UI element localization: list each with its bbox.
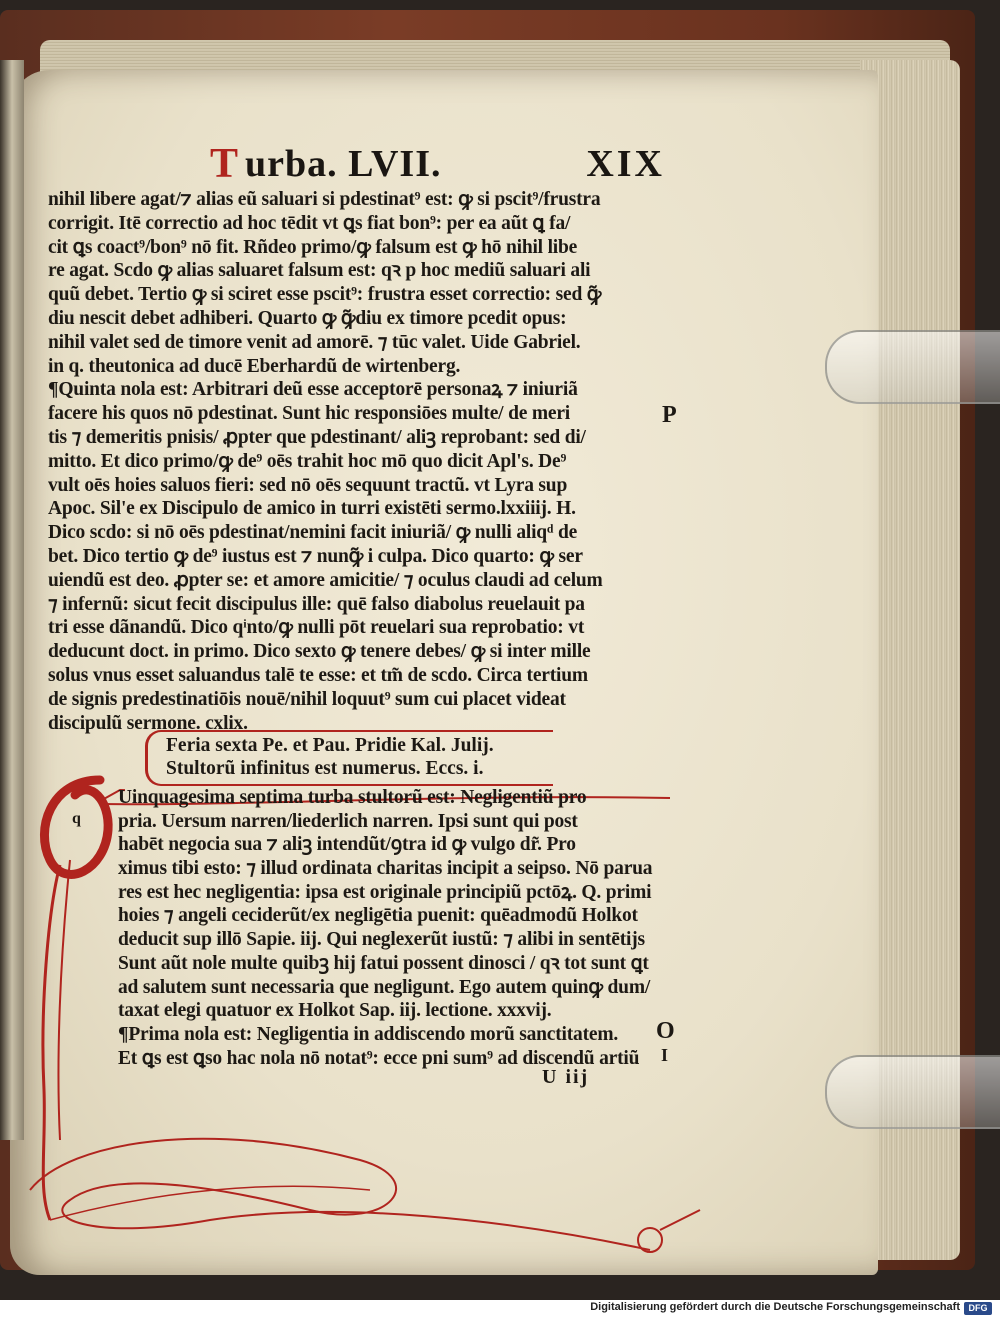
margin-note-p: P [662,402,677,428]
text-line: taxat elegi quatuor ex Holkot Sap. iij. lectione. xxxvij. [118,1000,552,1022]
text-line: diu nescit debet adhiberi. Quarto ꝙ ꝙ̃diu ex timore pcedit opus: [48,307,567,329]
plastic-tab-upper [825,330,1000,404]
header-initial: T [210,141,239,187]
text-line: Dico scdo: si nō oēs pdestinat/nemini facit iniuriã/ ꝙ nulli aliqͩ de [48,522,578,544]
folio-number: XIX [586,143,665,185]
text-line: Apoc. Sil'e ex Discipulo de amico in turri existēti sermo.lxxiiij. H. [48,498,576,520]
margin-note-o: O [656,1018,675,1044]
text-line: corrigit. Itē correctio ad hoc tēdit vt ꝗs fiat bon⁹: per ea aũt ꝗ fa/ [48,212,571,234]
text-line: hoies ⁊ angeli ceciderũt/ex negligētia puenit: quēadmodũ Holkot [118,905,638,927]
text-line: vult oēs hoies saluos fieri: sed nō oēs sequunt tractũ. vt Lyra sup [48,474,568,496]
guide-letter: q [72,810,81,827]
text-line: facere his quos nō pdestinat. Sunt hic responsiōes multe/ de meri [48,403,571,425]
text-line: deducunt doct. in primo. Dico sexto ꝙ tenere debes/ ꝙ si inter mille [48,641,591,663]
text-line: Et ꝗs est ꝗso hac nola nō notat⁹: ecce pni sum⁹ ad discendũ artiũ [118,1047,640,1069]
plastic-tab-lower [825,1055,1000,1129]
text-line: bet. Dico tertio ꝙ de⁹ iustus est ⁊ nunꝙ̃ i culpa. Dico quarto: ꝙ ser [48,545,583,567]
upper-text-block [48,188,648,735]
rubric-line-2: Stultorũ infinitus est numerus. Eccs. i. [166,758,484,779]
text-line: Sunt aũt nole multe quibꝫ hij fatui possent dinosci / qꝛ tot sunt ꝗt [118,952,649,974]
text-line: ⁊ infernũ: sicut fecit discipulus ille: quē falso diabolus reuelauit pa [48,593,585,615]
text-line: nihil valet sed de timore venit ad amorē. ⁊ tūc valet. Uide Gabriel. [48,331,581,353]
text-line: quũ debet. Tertio ꝙ si sciret esse pscit⁹: frustra esset correctio: sed ꝙ̃ [48,284,602,306]
text-line: ximus tibi esto: ⁊ illud ordinata charitas incipit a seipso. Nō parua [118,858,653,880]
dfg-logo: DFG [964,1302,992,1315]
text-line: in q. theutonica ad ducē Eberhardũ de wirtenberg. [48,355,461,377]
margin-note-i: I [661,1045,669,1065]
text-line: uiendũ est deo. ꝓpter se: et amore amicitie/ ⁊ oculus claudi ad celum [48,569,603,591]
rubric-line-1: Feria sexta Pe. et Pau. Pridie Kal. Julij. [166,735,494,756]
text-line: de signis predestinatiōis nouē/nihil loquut⁹ sum cui placet videat [48,688,566,710]
text-line: re agat. Scdo ꝙ alias saluaret falsum est: qꝛ p hoc mediũ saluari ali [48,260,591,282]
text-line: tri esse dãnandũ. Dico qͥnto/ꝙ nulli pōt reuelari sua reprobatio: vt [48,617,585,639]
chapter-text-block [118,786,658,1070]
text-line: res est hec negligentia: ipsa est originale principiũ pctōꝝ. Q. primi [118,881,652,903]
text-line: ¶Quinta nola est: Arbitrari deũ esse acceptorē personaꝝ ⁊ iniuriã [48,379,578,401]
text-line: tis ⁊ demeritis pnisis/ ꝓpter que pdestinant/ aliꝫ reprobant: sed di/ [48,426,586,448]
text-line: mitto. Et dico primo/ꝙ de⁹ oēs trahit hoc mō quo dicit Apl's. De⁹ [48,450,567,472]
text-line: cit ꝗs coact⁹/bon⁹ nō fit. Rñdeo primo/ꝙ falsum est ꝙ hō nihil libe [48,236,578,258]
previous-page-edge [0,60,24,1140]
header-title: urba. LVII. [245,143,442,185]
footer-credit: Digitalisierung gefördert durch die Deutsche Forschungsgemeinschaft [590,1301,960,1313]
running-header [155,140,665,190]
text-line: deducit sup illō Sapie. iij. Qui neglexerũt iustũ: ⁊ alibi in sentētijs [118,929,645,951]
text-line: discipulũ sermone. cxlix. [48,712,248,734]
rubric-box [145,730,553,786]
text-line: Uinquagesima septima turba stultorũ est: Negligentiũ pro [118,787,587,808]
text-line: solus vnus esset saluandus talē te esse: et tm̃ de scdo. Circa tertium [48,664,588,686]
signature-mark: U iij [542,1066,590,1088]
text-line: nihil libere agat/⁊ alias eũ saluari si pdestinat⁹ est: ꝙ si pscit⁹/frustra [48,189,601,210]
footer-bar [0,1300,1000,1318]
text-line: ad salutem sunt necessaria que negligunt. Ego autem quinꝙ dum/ [118,976,651,998]
text-line: ¶Prima nola est: Negligentia in addiscendo morũ sanctitatem. [118,1023,619,1045]
text-line: pria. Uersum narren/liederlich narren. Ipsi sunt qui post [118,810,578,832]
text-line: habēt negocia sua ⁊ aliꝫ intendũt/ꝯtra id ꝙ vulgo dr̃. Pro [118,834,576,856]
red-flourish-icon [10,1100,710,1260]
